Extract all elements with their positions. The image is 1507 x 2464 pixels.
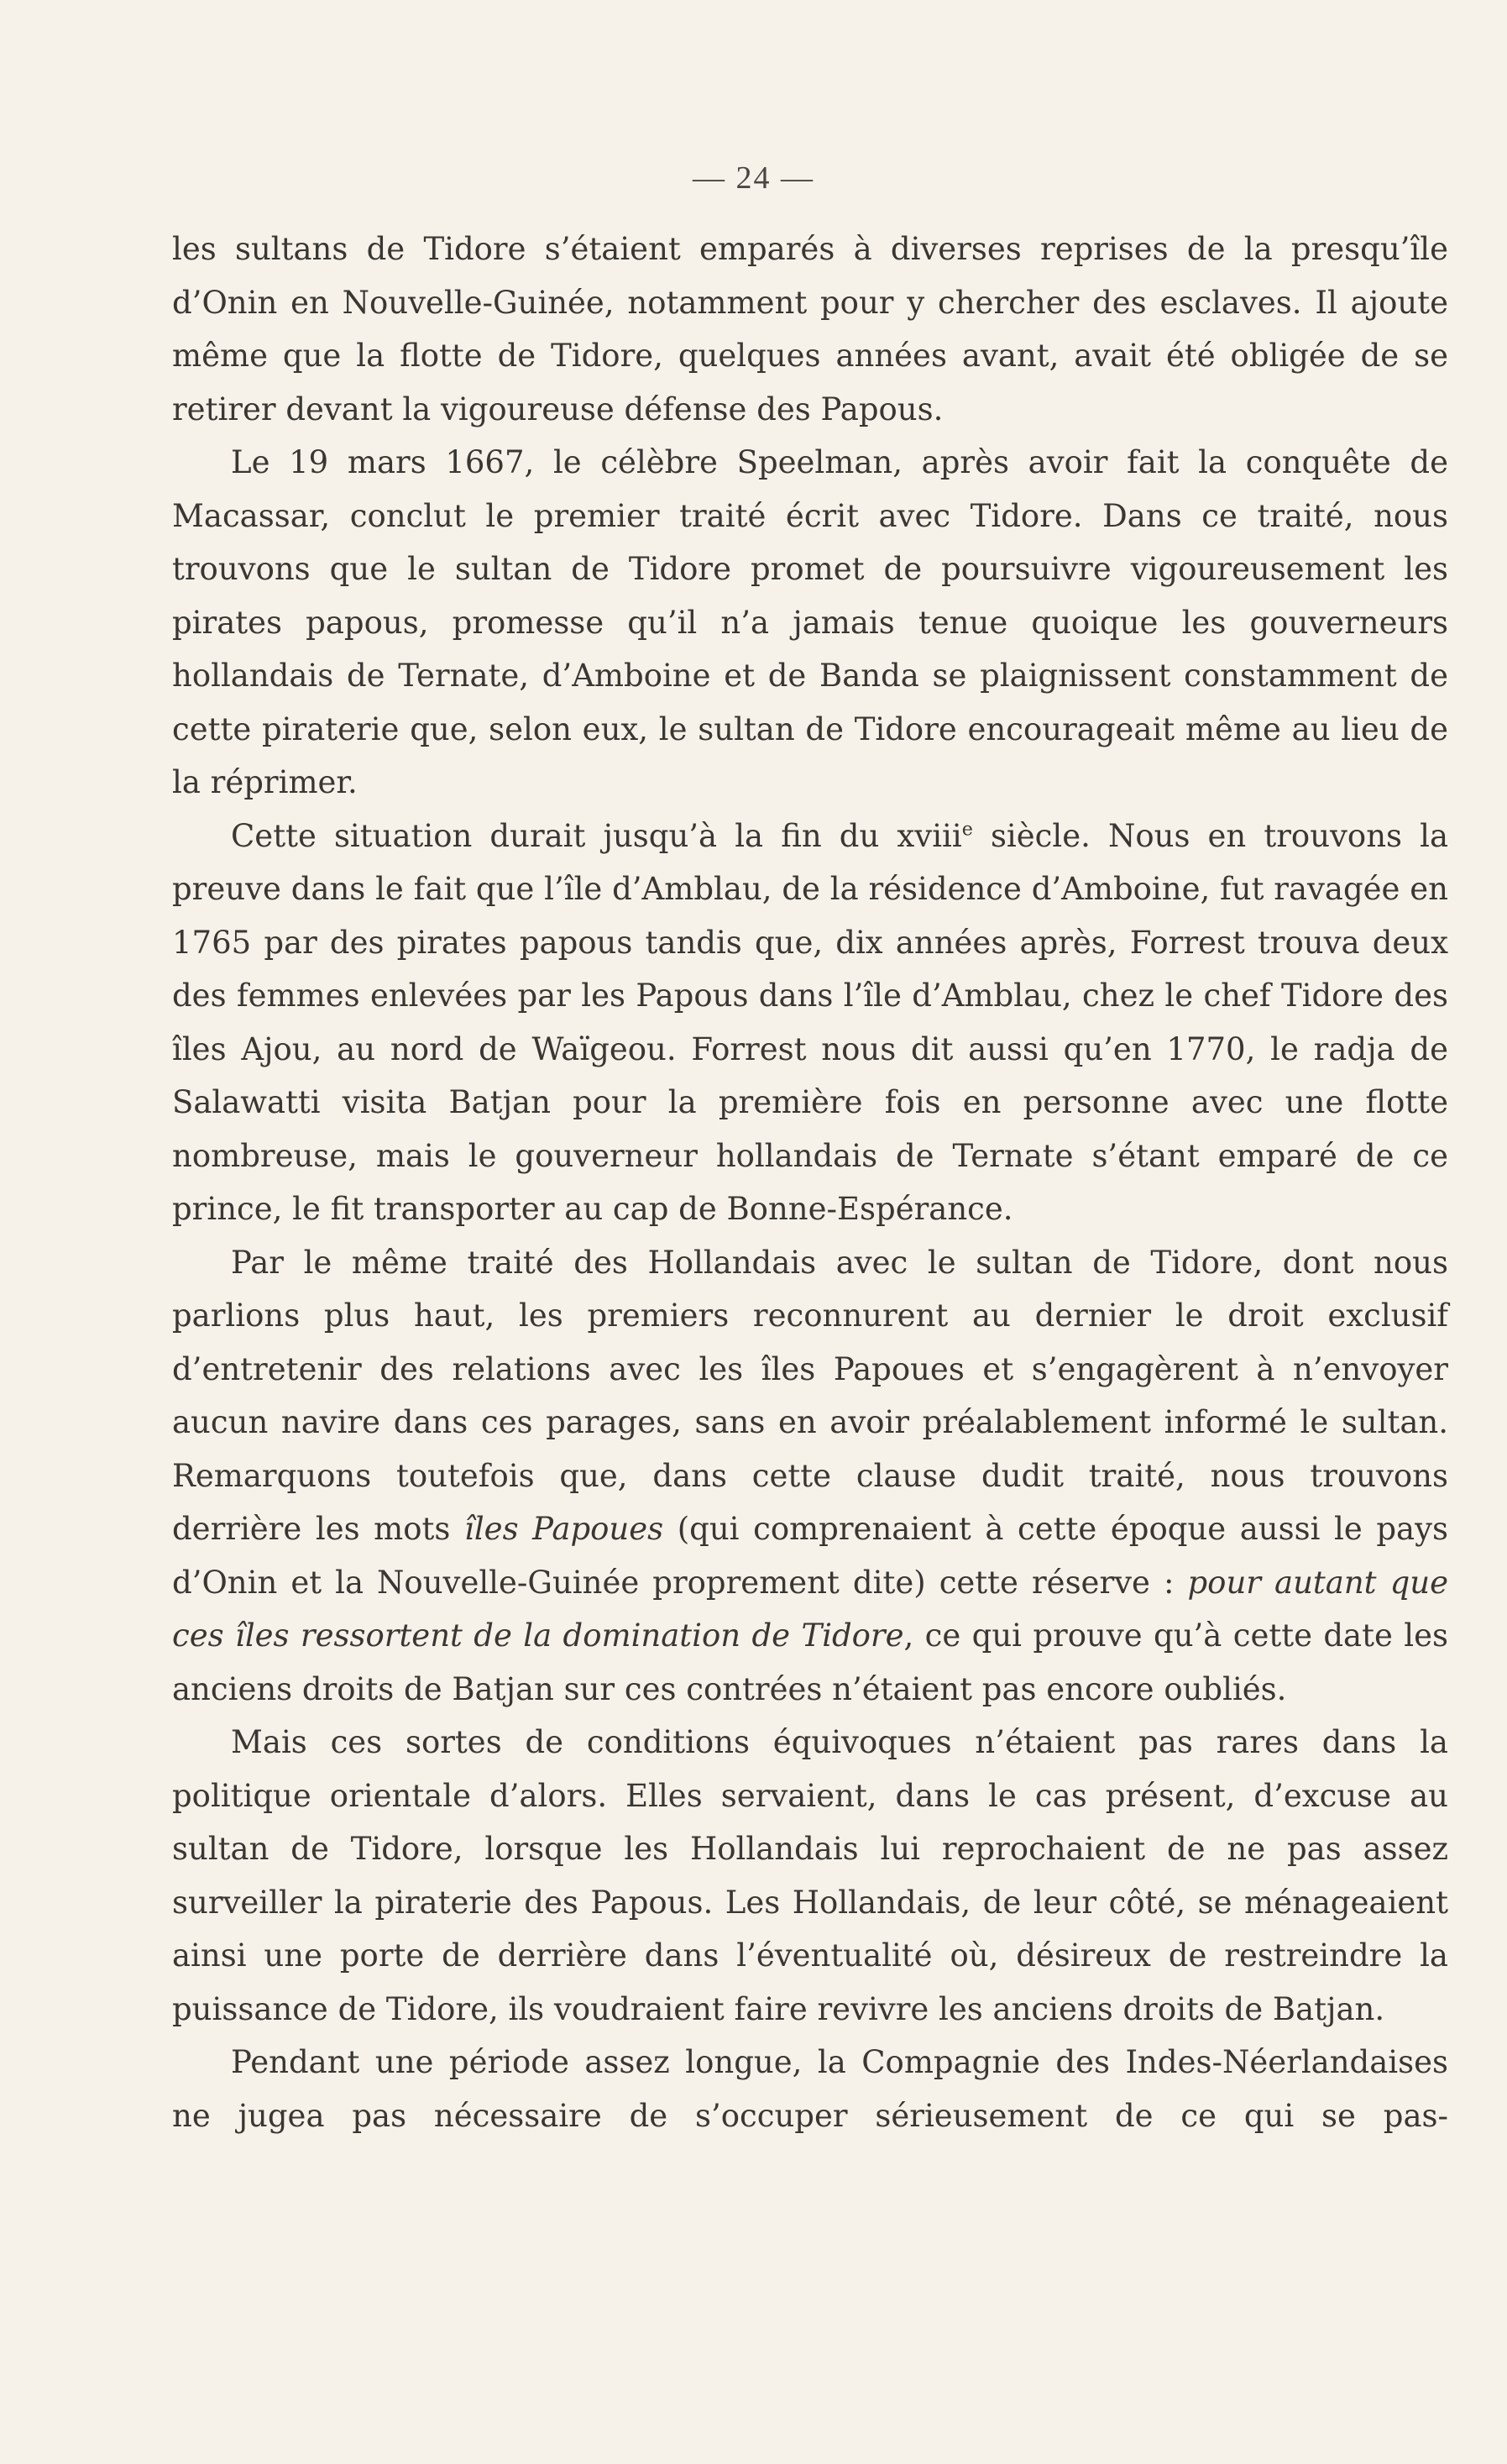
paragraph-text: Le 19 mars 1667, le célèbre Speelman, après avoir fait la conquête de Macassar, conclut le premier traité écrit avec Tidore. Dans ce traité, nous trouvons que le sultan de Tidore promet de poursuivre vigoureusement les pirates papous, promesse qu’il n’a jamais tenue quoique les gouverneurs hollandais de Ternate, d’Amboine et de Banda se plaignissent constamment de cette piraterie que, selon eux, le sultan de Tidore encourageait même au lieu de la réprimer. bbox=[172, 444, 1448, 800]
paragraph-text: , ce qui prouve qu’à cette date les anciens droits de Batjan sur ces contrées n’étaient pas encore oubliés. bbox=[172, 1617, 1448, 1707]
page-number: — 24 — bbox=[693, 160, 814, 196]
paragraph-text: les sultans de Tidore s’étaient emparés à diverses reprises de la presqu’île d’Onin en Nouvelle-Guinée, notamment pour y chercher des esclaves. Il ajoute même que la flotte de Tidore, quelques années avant, avait été obligée de se retirer devant la vigoureuse défense des Papous. bbox=[172, 231, 1448, 427]
paragraph-5 bbox=[172, 1716, 1448, 2036]
paragraph-text: Mais ces sortes de conditions équivoques n’étaient pas rares dans la politique orientale d’alors. Elles servaient, dans le cas présent, d’excuse au sultan de Tidore, lorsque les Hollandais lui reprochaient de ne pas assez surveiller la piraterie des Papous. Les Hollandais, de leur côté, se ménageaient ainsi une porte de derrière dans l’éventualité où, désireux de restreindre la puissance de Tidore, ils voudraient faire revivre les anciens droits de Batjan. bbox=[172, 1724, 1448, 2027]
paragraph-text: Par le même traité des Hollandais avec le sultan de Tidore, dont nous parlions plus haut, les premiers reconnurent au dernier le droit exclusif d’entretenir des relations avec les îles Papoues et s’engagèrent à n’envoyer aucun navire dans ces parages, sans en avoir préalablement informé le sultan. Remarquons toutefois que, dans cette clause dudit traité, nous trouvons derrière les mots bbox=[172, 1244, 1448, 1547]
paragraph-2 bbox=[172, 436, 1448, 810]
paragraph-3 bbox=[172, 810, 1448, 1236]
italic-quote: pour autant que ces îles ressortent de la domination de Tidore bbox=[172, 1564, 1448, 1654]
italic-term: îles Papoues bbox=[464, 1511, 664, 1547]
paragraph-4 bbox=[172, 1236, 1448, 1717]
document-body bbox=[172, 223, 1448, 2142]
superscript-century: e bbox=[961, 818, 973, 841]
paragraph-text: siècle. Nous en trouvons la preuve dans le fait que l’île d’Amblau, de la résidence d’Amboine, fut ravagée en 1765 par des pirates papous tandis que, dix années après, Forrest trouva deux des femmes enlevées par les Papous dans l’île d’Amblau, chez le chef Tidore des îles Ajou, au nord de Waïgeou. Forrest nous dit aussi qu’en 1770, le radja de Salawatti visita Batjan pour la première fois en personne avec une flotte nombreuse, mais le gouverneur hollandais de Ternate s’étant emparé de ce prince, le fit transporter au cap de Bonne-Espérance. bbox=[172, 817, 1449, 1227]
paragraph-1 bbox=[172, 223, 1448, 436]
paragraph-text: (qui comprenaient à cette époque aussi le pays d’Onin et la Nouvelle-Guinée proprement dite) cette réserve : bbox=[172, 1511, 1448, 1601]
paragraph-6 bbox=[172, 2036, 1448, 2142]
paragraph-text: Pendant une période assez longue, la Compagnie des Indes-Néerlandaises ne jugea pas nécessaire de s’occuper sérieusement de ce qui se pas- bbox=[172, 2044, 1448, 2134]
paragraph-text: Cette situation durait jusqu’à la fin du xviii bbox=[231, 817, 962, 854]
